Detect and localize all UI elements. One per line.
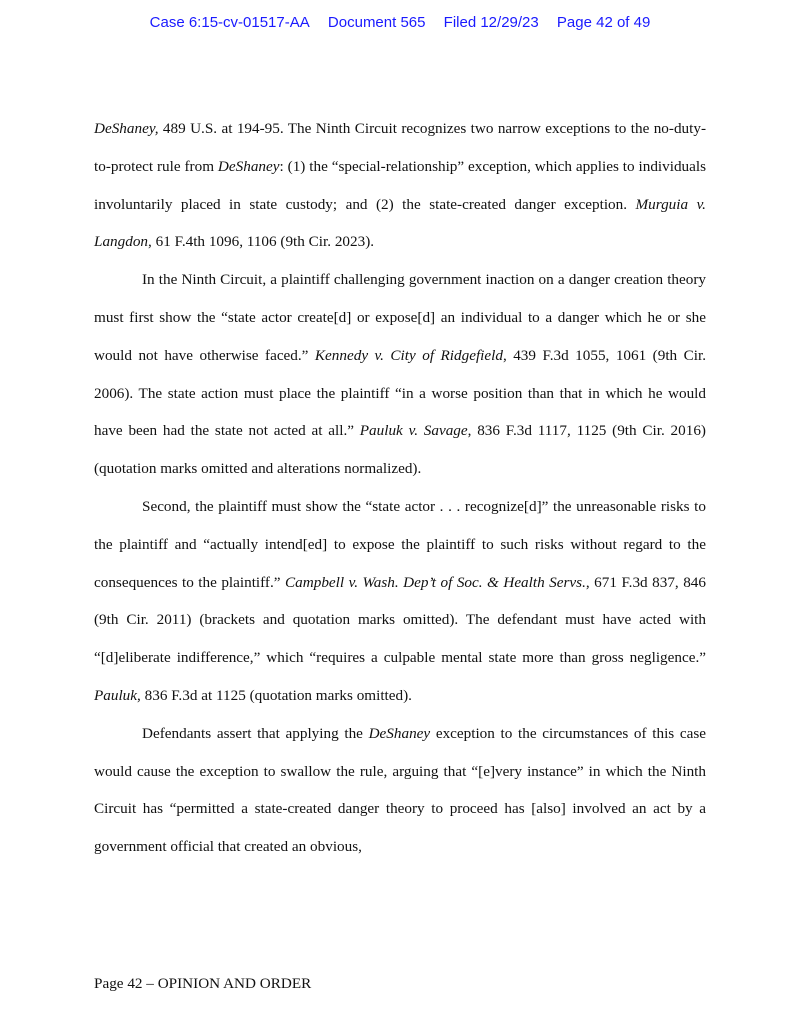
- page-indicator: Page 42 of 49: [556, 14, 651, 31]
- text-segment: exception to the circumstances of this case would cause the exception to swallow the rule, arguing that “[e]very instance” in which the Ninth Circuit has “permitted a state-created danger theory to proceed has [also] involved an act by a government official that created an obvious,: [94, 724, 707, 856]
- text-segment: , 836 F.3d at 1125 (quotation marks omitted).: [137, 686, 412, 704]
- text-segment: , 836 F.3d 1117, 1125 (9th Cir. 2016) (quotation marks omitted and alterations normalized).: [94, 422, 706, 478]
- paragraph-2: [94, 261, 706, 488]
- text-segment: Second, the plaintiff must show the “state actor . . . recognize[d]” the unreasonable risks to the plaintiff and “actually intend[ed] to expose the plaintiff to such risks without regard to the consequences to the plaintiff.”: [94, 497, 706, 591]
- text-segment: In the Ninth Circuit, a plaintiff challenging government inaction on a danger creation theory must first show the “state actor create[d] or expose[d] an individual to a danger which he or she would not have otherwise faced.”: [94, 271, 706, 364]
- case-citation: DeShaney: [217, 157, 280, 175]
- page-footer: Page 42 – OPINION AND ORDER: [94, 975, 312, 992]
- paragraph-3: [94, 488, 706, 715]
- paragraph-1: [94, 110, 706, 261]
- text-segment: , 671 F.3d 837, 846 (9th Cir. 2011) (brackets and quotation marks omitted). The defendant must have acted with “[d]eliberate indifference,” which “requires a culpable mental state more than gross negligence.”: [94, 573, 706, 667]
- case-citation: Murguia v. Langdon: [94, 195, 706, 251]
- paragraph-4: [94, 715, 706, 866]
- case-header: [0, 14, 800, 31]
- case-citation: Kennedy v. City of Ridgefield: [314, 346, 503, 364]
- text-segment: , 439 F.3d 1055, 1061 (9th Cir. 2006). The state action must place the plaintiff “in a worse position than that in which he would have been had the state not acted at all.”: [94, 346, 706, 440]
- case-citation: DeShaney,: [94, 120, 159, 137]
- opinion-body: [94, 110, 706, 866]
- text-segment: Defendants assert that applying the: [142, 724, 369, 742]
- case-number: Case 6:15-cv-01517-AA: [149, 14, 310, 31]
- text-segment: 489 U.S. at 194-95. The Ninth Circuit recognizes two narrow exceptions to the no-duty-to-protect rule from: [94, 120, 706, 175]
- case-citation: DeShaney: [368, 724, 431, 742]
- case-citation: Pauluk: [94, 686, 138, 704]
- filed-date: Filed 12/29/23: [443, 14, 539, 31]
- document-number: Document 565: [327, 14, 426, 31]
- text-segment: : (1) the “special-relationship” exception, which applies to individuals involuntarily placed in state custody; and (2) the state-created danger exception.: [94, 157, 707, 213]
- case-citation: Pauluk v. Savage: [359, 422, 468, 440]
- case-citation: Campbell v. Wash. Dep’t of Soc. & Health Servs.: [285, 573, 586, 591]
- text-segment: , 61 F.4th 1096, 1106 (9th Cir. 2023).: [148, 233, 375, 251]
